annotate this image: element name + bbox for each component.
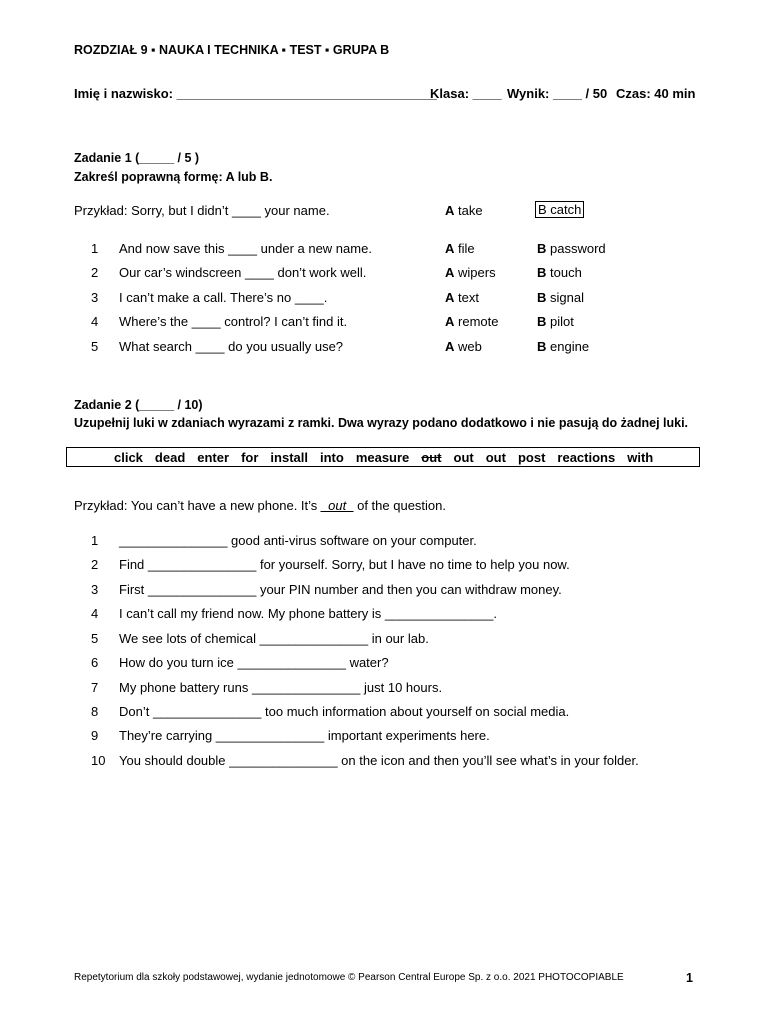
option-b bbox=[537, 241, 606, 256]
page-title: ROZDZIAŁ 9 ▪ NAUKA I TECHNIKA ▪ TEST ▪ GRUPA B bbox=[74, 43, 390, 57]
item-sentence: I can’t call my friend now. My phone battery is _______________. bbox=[119, 606, 497, 621]
option-word: pilot bbox=[550, 314, 574, 329]
item-sentence: First _______________ your PIN number and then you can withdraw money. bbox=[119, 582, 562, 597]
word-list bbox=[114, 450, 665, 465]
item-number: 4 bbox=[91, 606, 99, 621]
option-b bbox=[537, 290, 584, 305]
item-number: 5 bbox=[91, 339, 99, 354]
item-sentence: And now save this ____ under a new name. bbox=[119, 241, 372, 256]
item-number: 2 bbox=[91, 557, 99, 572]
item-sentence: My phone battery runs _______________ just 10 hours. bbox=[119, 680, 443, 695]
option-a bbox=[445, 314, 498, 329]
word-item: click bbox=[114, 450, 143, 465]
item-sentence: _______________ good anti-virus software on your computer. bbox=[119, 533, 477, 548]
option-b bbox=[537, 339, 589, 354]
item-sentence: Our car’s windscreen ____ don’t work well. bbox=[119, 265, 367, 280]
item-number: 1 bbox=[91, 241, 99, 256]
word-item: out bbox=[485, 450, 506, 465]
item-number: 3 bbox=[91, 290, 99, 305]
word-item: reactions bbox=[557, 450, 616, 465]
word-item-crossed-out: out bbox=[421, 450, 442, 465]
option-letter: A bbox=[445, 290, 455, 305]
page-number: 1 bbox=[686, 971, 693, 985]
option-word: web bbox=[458, 339, 482, 354]
word-item: for bbox=[241, 450, 259, 465]
item-sentence: Don’t _______________ too much information about yourself on social media. bbox=[119, 704, 570, 719]
item-number: 7 bbox=[91, 680, 99, 695]
item-sentence: How do you turn ice _______________ water? bbox=[119, 655, 389, 670]
option-letter: A bbox=[445, 314, 455, 329]
task1-example-sentence: Przykład: Sorry, but I didn’t ____ your name. bbox=[74, 203, 330, 218]
option-b bbox=[537, 265, 582, 280]
word-item: post bbox=[517, 450, 546, 465]
item-sentence: Find _______________ for yourself. Sorry, but I have no time to help you now. bbox=[119, 557, 570, 572]
item-sentence: What search ____ do you usually use? bbox=[119, 339, 344, 354]
option-word: file bbox=[458, 241, 475, 256]
name-field: Imię i nazwisko: ____________________________________ bbox=[74, 86, 437, 101]
option-word: take bbox=[458, 203, 483, 218]
task1-heading: Zadanie 1 (_____ / 5 ) bbox=[74, 151, 200, 165]
option-word: touch bbox=[550, 265, 582, 280]
score-field: Wynik: ____ / 50 bbox=[507, 86, 608, 101]
word-box bbox=[66, 447, 700, 467]
option-letter: B bbox=[537, 314, 547, 329]
word-item: enter bbox=[197, 450, 230, 465]
option-letter: A bbox=[445, 265, 455, 280]
item-sentence: They’re carrying _______________ important experiments here. bbox=[119, 728, 490, 743]
class-field: Klasa: ____ bbox=[430, 86, 502, 101]
option-word: signal bbox=[550, 290, 584, 305]
option-letter: B bbox=[537, 290, 547, 305]
item-sentence: I can’t make a call. There’s no ____. bbox=[119, 290, 328, 305]
footer-text: Repetytorium dla szkoły podstawowej, wydanie jednotomowe © Pearson Central Europe Sp. z o.o. 2021 PHOTOCOPIABLE bbox=[74, 972, 624, 983]
item-number: 10 bbox=[91, 753, 106, 768]
option-letter: B bbox=[537, 241, 547, 256]
circled-answer: B catch bbox=[535, 201, 584, 218]
item-number: 9 bbox=[91, 728, 99, 743]
item-sentence: We see lots of chemical _______________ in our lab. bbox=[119, 631, 429, 646]
option-b bbox=[537, 314, 574, 329]
option-a bbox=[445, 265, 496, 280]
option-a bbox=[445, 241, 475, 256]
option-a bbox=[445, 339, 482, 354]
option-word: remote bbox=[458, 314, 499, 329]
time-field: Czas: 40 min bbox=[616, 86, 696, 101]
option-letter: B bbox=[537, 339, 547, 354]
option-letter: A bbox=[445, 339, 455, 354]
item-number: 1 bbox=[91, 533, 99, 548]
item-sentence: Where’s the ____ control? I can’t find it. bbox=[119, 314, 348, 329]
item-number: 5 bbox=[91, 631, 99, 646]
word-item: dead bbox=[154, 450, 186, 465]
option-word: wipers bbox=[458, 265, 496, 280]
option-letter: A bbox=[445, 241, 455, 256]
option-letter: B bbox=[537, 265, 547, 280]
task1-instruction: Zakreśl poprawną formę: A lub B. bbox=[74, 170, 273, 184]
example-text: of the question. bbox=[353, 498, 446, 513]
option-letter: A bbox=[445, 203, 455, 218]
word-item: out bbox=[453, 450, 474, 465]
task2-instruction: Uzupełnij luki w zdaniach wyrazami z ramki. Dwa wyrazy podano dodatkowo i nie pasują do żadnej luki. bbox=[74, 416, 689, 430]
word-item: install bbox=[270, 450, 308, 465]
task1-example-option-b bbox=[535, 202, 584, 217]
item-number: 6 bbox=[91, 655, 99, 670]
item-number: 8 bbox=[91, 704, 99, 719]
item-number: 4 bbox=[91, 314, 99, 329]
example-answer: _out_ bbox=[320, 498, 354, 513]
task1-example-option-a bbox=[445, 203, 483, 218]
task2-heading: Zadanie 2 (_____ / 10) bbox=[74, 398, 203, 412]
item-sentence: You should double _______________ on the icon and then you’ll see what’s in your folder. bbox=[119, 753, 639, 768]
item-number: 3 bbox=[91, 582, 99, 597]
option-word: engine bbox=[550, 339, 590, 354]
task2-example bbox=[74, 498, 446, 513]
option-word: text bbox=[458, 290, 479, 305]
item-number: 2 bbox=[91, 265, 99, 280]
word-item: measure bbox=[355, 450, 410, 465]
option-word: password bbox=[550, 241, 606, 256]
word-item: with bbox=[627, 450, 654, 465]
word-item: into bbox=[319, 450, 344, 465]
option-a bbox=[445, 290, 479, 305]
example-text: Przykład: You can’t have a new phone. It’s bbox=[74, 498, 321, 513]
